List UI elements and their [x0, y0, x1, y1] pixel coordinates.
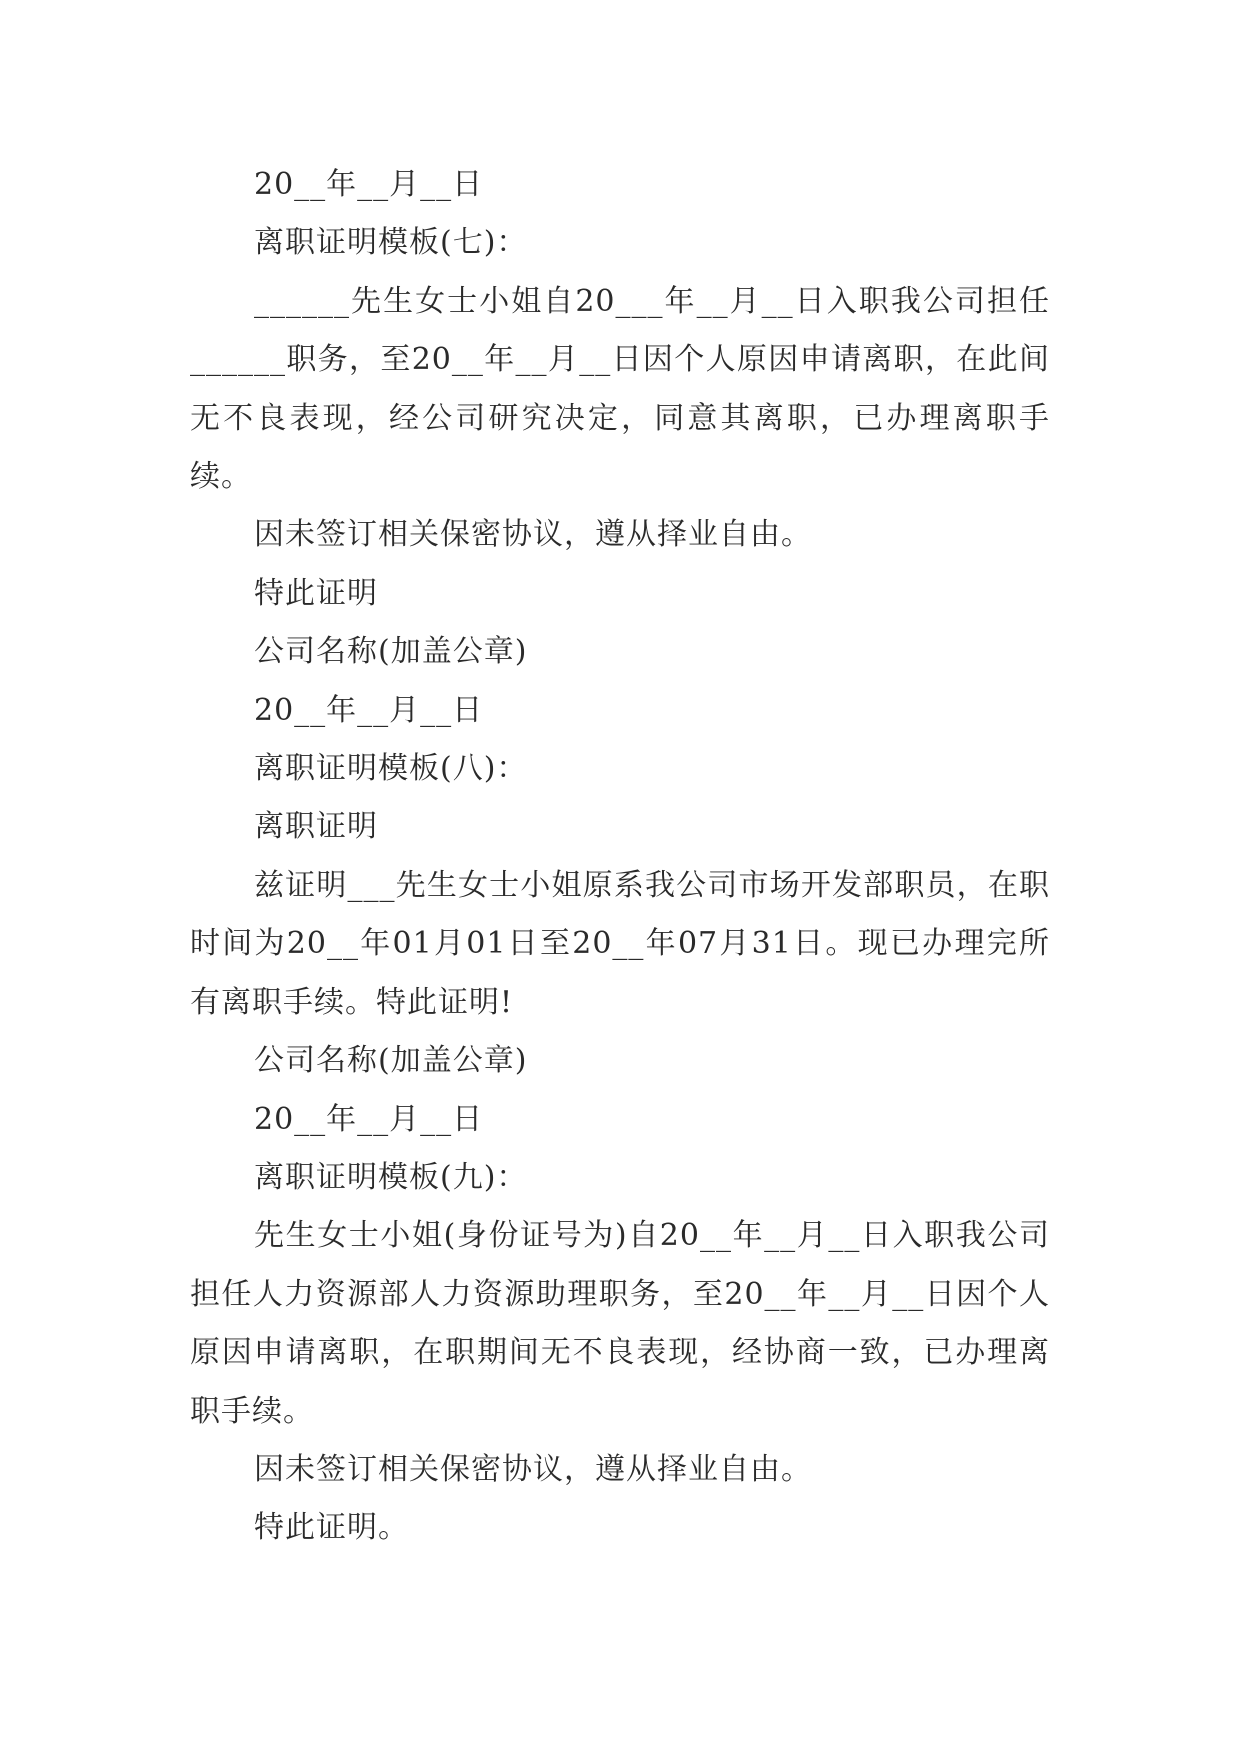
template-heading-7: 离职证明模板(七)：	[254, 225, 528, 261]
certificate-body-paragraph: ______先生女士小姐自20___年__月__日入职我公司担任______职务，至20__年__月__日因个人原因申请离职，在此间无不良表现，经公司研究决定，同意其离职，已办理离职手续。	[190, 283, 1050, 495]
date-line: 20__年__月__日	[254, 1101, 484, 1137]
certification-statement: 特此证明	[254, 575, 378, 611]
confidentiality-note: 因未签订相关保密协议，遵从择业自由。	[254, 1451, 812, 1487]
date-line: 20__年__月__日	[254, 167, 484, 202]
company-name-seal-line: 公司名称(加盖公章)	[254, 634, 528, 670]
template-heading-8: 离职证明模板(八)：	[254, 751, 528, 787]
confidentiality-note: 因未签订相关保密协议，遵从择业自由。	[254, 517, 812, 553]
document-body	[190, 156, 1050, 1558]
certificate-body-paragraph: 兹证明___先生女士小姐原系我公司市场开发部职员，在职时间为20__年01月01日至20__年07月31日。现已办理完所有离职手续。特此证明!	[190, 867, 1050, 1020]
certificate-body-paragraph: 先生女士小姐(身份证号为)自20__年__月__日入职我公司担任人力资源部人力资源助理职务，至20__年__月__日因个人原因申请离职，在职期间无不良表现，经协商一致，已办理离职手续。	[190, 1218, 1050, 1429]
template-heading-9: 离职证明模板(九)：	[254, 1159, 528, 1195]
date-line: 20__年__月__日	[254, 692, 484, 728]
certificate-title: 离职证明	[254, 809, 378, 845]
certification-statement: 特此证明。	[254, 1510, 409, 1546]
company-name-seal-line: 公司名称(加盖公章)	[254, 1043, 528, 1079]
